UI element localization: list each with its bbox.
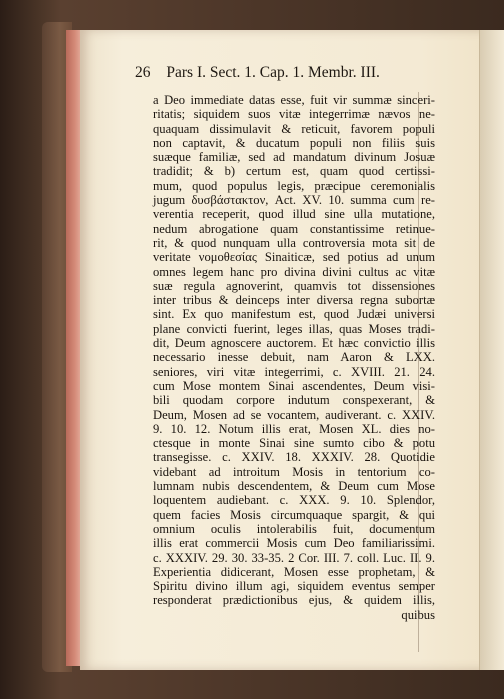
page-number: 26 <box>135 64 151 81</box>
text-line: transegisse. c. XXIV. 18. XXXIV. 28. Quotidie <box>153 450 435 465</box>
text-line: sint. Ex quo manifestum est, quod Judæi universi <box>153 307 435 322</box>
text-line: mum, quod populus legis, præcipue ceremonialis <box>153 178 435 193</box>
facing-page-edge <box>479 30 504 670</box>
text-line: a Deo immediate datas esse, fuit vir summæ sinceri- <box>153 93 435 107</box>
text-line: Spiritu divino illum agi, siquidem eventus semper <box>153 579 435 594</box>
text-line: non captavit, & ducatum populi non filiis suis <box>153 135 435 150</box>
running-title: Pars I. Sect. 1. Cap. 1. Membr. III. <box>166 64 380 81</box>
text-line: dit, Deum agnoscere auctorem. Et hæc convictio illis <box>153 336 435 351</box>
text-line: responderat prædictionibus ejus, & quidem illis, <box>153 593 435 608</box>
text-line: omnes legem hanc pro divina divini cultus ac vitæ <box>153 264 435 279</box>
running-header <box>135 64 435 84</box>
text-line: inter tribus & deinceps inter diversa regna subortæ <box>153 293 435 308</box>
text-line: loquentem audiebant. c. XXX. 9. 10. Splendor, <box>153 493 435 508</box>
text-line: 9. 10. 12. Notum illis erat, Mosen XL. dies no- <box>153 421 435 436</box>
text-line: videbant ad introitum Mosis in tentorium co- <box>153 464 435 479</box>
text-line: plane convicti fuerint, leges illas, quas Moses tradi- <box>153 321 435 336</box>
text-line: quibus <box>401 607 435 622</box>
text-line: ritatis; siquidem suos vitæ integerrimæ nævos ne- <box>153 107 435 122</box>
text-line: nedum abrogatione quam constantissime retinue- <box>153 221 435 236</box>
text-line: jugum δυσβάστακτον, Act. XV. 10. summa cum re- <box>153 193 435 208</box>
text-line: Deum, Mosen ad se vocantem, audiverant. c. XXIV. <box>153 407 435 422</box>
text-line: ctesque in monte Sinai sine sumto cibo & potu <box>153 436 435 451</box>
text-line: suæque familiæ, sed ad mandatum divinum Josuæ <box>153 150 435 165</box>
text-line: Experientia didicerant, Mosen esse prophetam, & <box>153 564 435 579</box>
text-line: c. XXXIV. 29. 30. 33-35. 2 Cor. III. 7. coll. Luc. II. 9. <box>153 550 435 565</box>
text-line: suæ regula agnoverint, quamvis tot dissensiones <box>153 278 435 293</box>
text-line: verentia receperit, quod illud sine ulla mutatione, <box>153 207 435 222</box>
body-text <box>153 93 435 622</box>
text-line: necessario inesse debuit, nam Aaron & LXX. <box>153 350 435 365</box>
text-line: omnium oculis intolerabilis fuit, documentum <box>153 521 435 536</box>
text-line: bili quodam corpore indutum conspexerant, & <box>153 393 435 408</box>
text-line: quem facies Mosis circumquaque spargit, & qui <box>153 507 435 522</box>
text-line: cum Mose montem Sinai ascendentes, Deum visi- <box>153 378 435 393</box>
text-line: quaquam dissimulavit & reticuit, favorem populi <box>153 121 435 136</box>
text-line: rit, & quod nunquam ulla controversia mota sit de <box>153 235 435 250</box>
text-line: seniores, viri vitæ integerrimi, c. XVIII. 21. 24. <box>153 364 435 379</box>
text-line: veritate νομοθεσίας Sinaiticæ, sed potius ad unum <box>153 250 435 265</box>
text-line: illis erat commercii Mosis cum Deo familiarissimi. <box>153 536 435 551</box>
text-line: lumnam nubis descendentem, & Deum cum Mose <box>153 479 435 494</box>
text-line: tradidit; & b) certum est, quam quod certissi- <box>153 164 435 179</box>
